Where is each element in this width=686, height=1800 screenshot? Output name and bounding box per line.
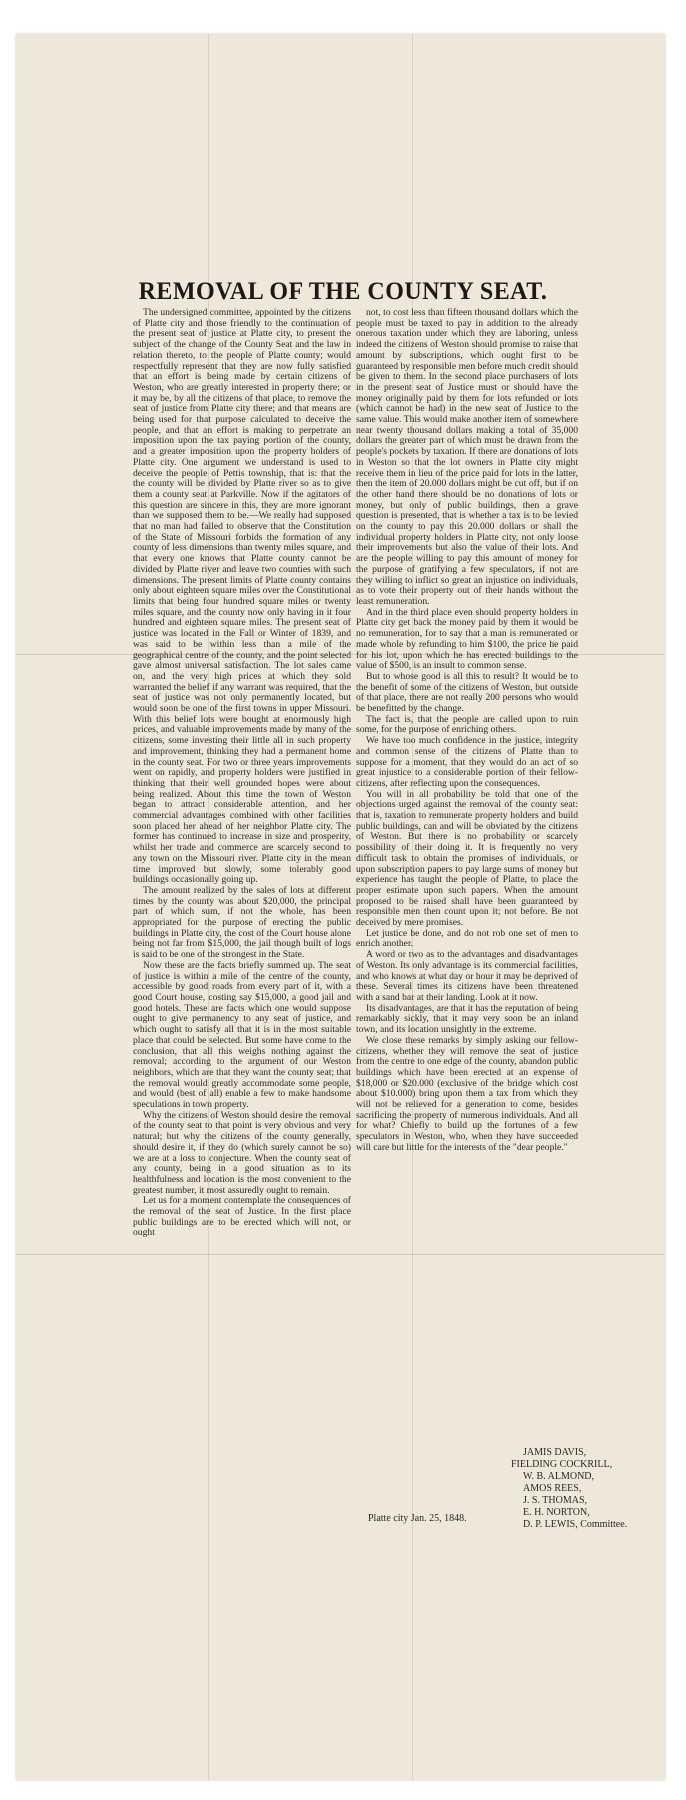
paragraph: Its disadvantages, are that it has the reputation of being remarkably sickly, that it may very soon be an inland town, and its location unsightly in the extreme. [356, 1002, 578, 1036]
document-title: REMOVAL OF THE COUNTY SEAT. [138, 278, 548, 305]
paragraph: The undersigned committee, appointed by the citizens of Platte city and those friendly to the continuation of the present seat of justice at Platte city, to present the subject of the change of the County Seat and the law in relation thereto, to the people of Platte county; would respectfully represent that they are now fully satisfied that an effort is being made by certain citizens of Weston, who are greatly interested in property there; or it may be, by all the citizens of that place, to remove the seat of justice from Platte city there; and that means are being used for that purpose calculated to deceive the people, and that an effort is making to perpetrate an imposition upon the tax paying portion of the county, and a greater imposition upon the property holders of Platte city. One argument we understand is used to deceive the people of Pettis township, that is: that the the county will be divided by Platte river so as to give them a county seat at Parkville. Now if the agitators of this question are sincere in this, they are more ignorant than we supposed them to be.—We really had supposed that no man had failed to observe that the Constitution of the State of Missouri forbids the formation of any county of less dimensions than twenty miles square, and that every one knows that Platte county cannot be divided by Platte river and leave two counties with such dimensions. The present limits of Platte county contains only about eighteen square miles over the Constitutional limits that being four hundred square miles or twenty miles square, and the county now only having in it four hundred and eighteen square miles. The present seat of justice was located in the Fall or Winter of 1839, and was said to be within less than a mile of the geographical centre of the county, and the point selected gave almost universal satisfaction. The lot sales came on, and the very high prices at which they sold warranted the belief if any warrant was required, that the seat of justice was not only permanently located, but would soon be one of the first towns in upper Missouri. With this belief lots were bought at enormously high prices, and valuable improvements made by many of the citizens, some investing their little all in such property and improvement, thinking they had a permanent home in the county seat. For two or three years improvements went on rapidly, and property holders were justified in thinking that their well grounded hopes were about being realized. About this time the town of Weston began to attract considerable attention, and her commercial advantages combined with other facilities soon placed her ahead of her neighbor Platte city. The former has continued to increase in size and prosperity, whilst her trade and commerce are scarcely second to any town on the Missouri river. Platte city in the mean time improved but slowly, some tolerably good buildings occasionally going up. [133, 307, 351, 886]
signatory-name: AMOS REES, [523, 1483, 582, 1494]
paragraph: Why the citizens of Weston should desire the removal of the county seat to that point is very obvious and very natural; but why the citizens of the county generally, should desire it, if they do (which surely cannot be so) we are at a loss to conjecture. When the county seat of any county, being in a good situation as to its healthfulness and location is the most convenient to the greatest number, it most assuredly ought to remain. [133, 1109, 351, 1196]
signatory-name: JAMIS DAVIS, [523, 1447, 587, 1458]
left-text-column [133, 308, 351, 1239]
paragraph: The amount realized by the sales of lots at different times by the county was about $20,000, the principal part of which sum, if not the whole, has been appropriated for the purpose of erecting the public buildings in Platte city, the cost of the Court house alone being not far from $15,000, the jail though built of logs is said to be one of the strongest in the State. [133, 884, 351, 961]
paragraph: Let justice be done, and do not rob one set of men to enrich another. [356, 927, 578, 950]
paragraph: You will in all probability be told that one of the objections urged against the removal of the county seat: that is, taxation to remunerate property holders and build public buildings, can and will be obviated by the citizens of Weston. But there is no probability or scarcely possibility of their doing it. It is frequently no very difficult task to obtain the promises of individuals, or upon subscription papers to pay large sums of money but experience has taught the people of Platte, to place the proper estimate upon such papers. When the amount proposed to be raised shall have been guaranteed by responsible men then count upon it; not before. Be not deceived by mere promises. [356, 788, 578, 929]
paragraph: And in the third place even should property holders in Platte city get back the money paid by them it would be no remuneration, for to say that a man is remunerated or made whole by refunding to him $100, the price he paid for his lot, upon which he has erected buildings to the value of $500, is an insult to common sense. [356, 606, 578, 672]
fold-crease [16, 1254, 665, 1255]
paragraph: We have too much confidence in the justice, integrity and common sense of the citizens of Platte than to suppose for a moment, that they would do an act of so great injustice to a considerable portion of their fellow-citizens, after reflecting upon the consequences. [356, 735, 578, 789]
signatory-name: W. B. ALMOND, [523, 1471, 595, 1482]
paragraph: Let us for a moment contemplate the consequences of the removal of the seat of Justice. In the first place public buildings are to be erected which will not, or ought [133, 1195, 351, 1239]
signatory-name: D. P. LEWIS, Committee. [523, 1519, 628, 1530]
signatory-name: J. S. THOMAS, [523, 1495, 587, 1506]
signatory-name: E. H. NORTON, [523, 1507, 590, 1518]
paragraph: But to whose good is all this to result? It would be to the benefit of some of the citizens of Weston, but outside of that place, there are not really 200 persons who would be benefitted by the change. [356, 670, 578, 715]
paragraph: Now these are the facts briefly summed up. The seat of justice is within a mile of the centre of the county, accessible by good roads from every part of it, with a good Court house, costing say $15,000, a good jail and good hotels. These are facts which one would suppose ought to give permanency to any seat of justice, and which ought to satisfy all that it is in the most suitable place that could be selected. But some have come to the conclusion, that all this weighs nothing against the removal; according to the argument of our Weston neighbors, which are that they want the county seat; that the removal would greatly accommodate some people, and would (best of all) enable a few to make handsome speculations in town property. [133, 959, 351, 1111]
paragraph: A word or two as to the advantages and disadvantages of Weston. Its only advantage is its commercial facilities, and who knows at what day or hour it may be deprived of these. Several times its citizens have been threatened with a sand bar at their landing. Look at it now. [356, 949, 578, 1003]
paragraph: We close these remarks by simply asking our fellow-citizens, whether they will remove the seat of justice from the centre to one edge of the county, abandon public buildings which have been erected at an expense of $18,000 or $20.000 (exclusive of the bridge which cost about $10.000) bring upon them a tax from which they will not be relieved for a generation to come, besides sacrificing the property of numerous individuals. And all for what? Chiefly to build up the fortunes of a few speculators in Weston, who, when they have succeeded will care but little for the interests of the "dear people." [356, 1034, 578, 1153]
document-date: Platte city Jan. 25, 1848. [368, 1513, 467, 1524]
paragraph: not, to cost less than fifteen thousand dollars which the people must be taxed to pay in addition to the already onerous taxation under which they are laboring, unless indeed the citizens of Weston should promise to raise that amount by subscriptions, which ought first to be guaranteed by responsible men before much credit should be given to them. In the second place purchasers of lots in the present seat of Justice must or should have the money originally paid by them for lots refunded or lots (which cannot be had) in the new seat of Justice to the same value. This would make another item of somewhere near twenty thousand dollars making a total of 35,000 dollars the greater part of which must be drawn from the people's pockets by taxation. If there are donations of lots in Weston so that the lot owners in Platte city might receive them in lieu of the price paid for lots in the latter, then the item of 20.000 dollars might be cut off, but if on the other hand there should be no donations of lots or money, but only of public buildings, then a grave question is presented, that is whether a tax is to be levied on the county to pay this 20.000 dollars or shall the individual property holders in Platte city, not only loose their improvements but also the value of their lots. And are the people willing to pay this amount of money for the purpose of gratifying a few speculators, if not are they willing to inflict so great an injustice on individuals, as to vote their property out of their hands without the least remuneration. [356, 307, 578, 607]
right-text-column [356, 308, 578, 1154]
paragraph: The fact is, that the people are called upon to ruin some, for the purpose of enriching others. [356, 713, 578, 736]
signatory-name: FIELDING COCKRILL, [511, 1459, 613, 1470]
